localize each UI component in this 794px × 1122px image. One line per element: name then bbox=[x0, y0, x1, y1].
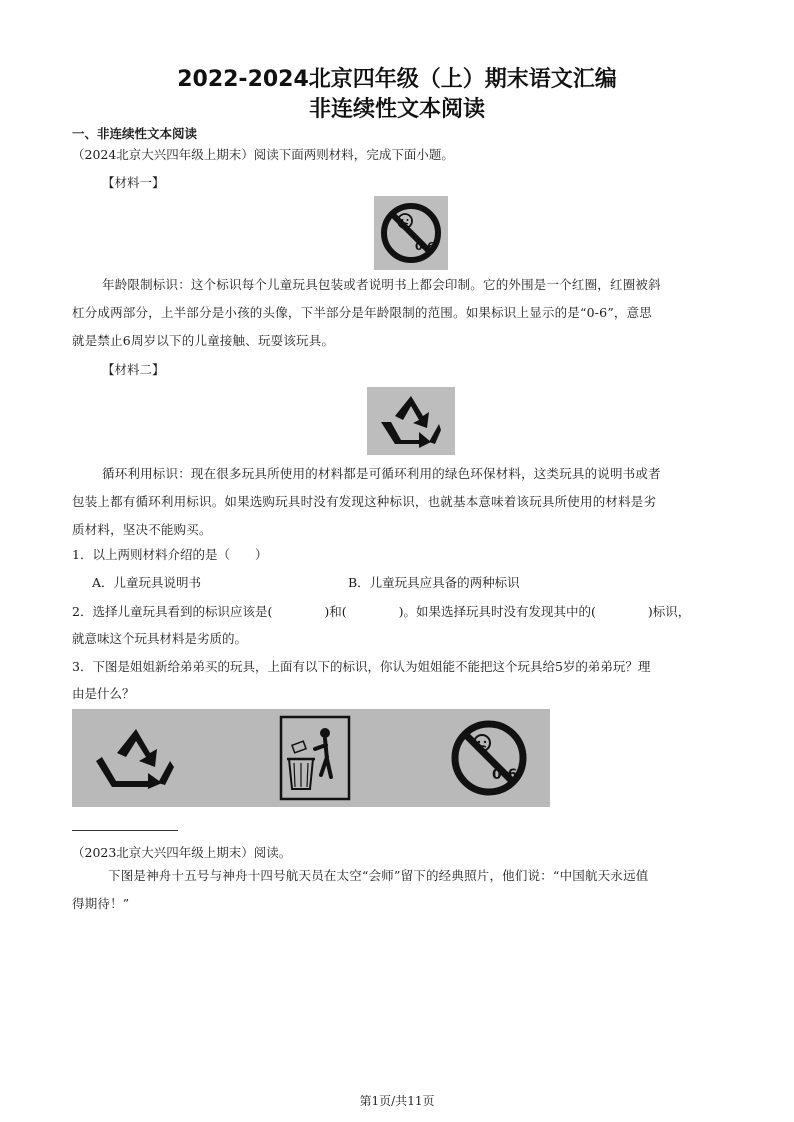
toy-label-strip bbox=[72, 709, 550, 807]
divider bbox=[72, 830, 178, 831]
question-2-part: 2．选择儿童玩具看到的标识应该是( bbox=[72, 604, 273, 619]
material-1-text bbox=[72, 271, 732, 355]
question-2-part: )标识， bbox=[647, 604, 691, 619]
material-2-line: 循环利用标识：现在很多玩具所使用的材料都是可循环利用的绿色环保材料，这类玩具的说明书或者 bbox=[102, 466, 661, 481]
material-1-line: 年龄限制标识：这个标识每个儿童玩具包装或者说明书上都会印制。它的外围是一个红圈，红圈被斜 bbox=[102, 277, 661, 292]
question-3-line-1: 3．下图是姐姐新给弟弟买的玩具，上面有以下的标识，你认为姐姐能不能把这个玩具给5岁的弟弟玩？理 bbox=[72, 659, 651, 674]
page-footer: 第1页/共11页 bbox=[359, 1094, 435, 1108]
age-limit-text: 0-6 bbox=[415, 240, 435, 253]
strip-age-text: 0-6 bbox=[492, 767, 518, 783]
recycle-icon bbox=[367, 387, 455, 455]
question-2-line-2: 就意味这个玩具材料是劣质的。 bbox=[72, 631, 248, 646]
question-source-1: （2024北京大兴四年级上期末）阅读下面两则材料，完成下面小题。 bbox=[72, 147, 454, 162]
age-limit-icon bbox=[448, 717, 530, 799]
material-1-label: 【材料一】 bbox=[102, 175, 165, 190]
material-2-line: 质材料，坚决不能购买。 bbox=[72, 522, 212, 537]
section-heading: 一、非连续性文本阅读 bbox=[72, 126, 198, 141]
question-source-2: （2023北京大兴四年级上期末）阅读。 bbox=[72, 845, 292, 860]
question-2 bbox=[72, 602, 690, 620]
material-2-text bbox=[72, 460, 732, 544]
question-3-line-2: 由是什么？ bbox=[72, 686, 135, 701]
material-1-line: 就是禁止6周岁以下的儿童接触、玩耍该玩具。 bbox=[72, 333, 335, 348]
passage-2-text bbox=[72, 862, 732, 918]
question-2-part: )和( bbox=[324, 604, 347, 619]
recycle-icon bbox=[90, 723, 182, 795]
passage-2-line: 下图是神舟十五号与神舟十四号航天员在太空“会师”留下的经典照片，他们说：“中国航天永远值 bbox=[108, 868, 649, 883]
page-subtitle: 非连续性文本阅读 bbox=[308, 97, 485, 122]
material-2-label: 【材料二】 bbox=[102, 362, 165, 377]
litter-bin-icon bbox=[279, 715, 351, 801]
question-1-option-a: A．儿童玩具说明书 bbox=[92, 575, 202, 590]
question-1: 1．以上两则材料介绍的是（ ） bbox=[72, 547, 268, 562]
material-1-line: 杠分成两部分，上半部分是小孩的头像，下半部分是年龄限制的范围。如果标识上显示的是“0-6”，意思 bbox=[72, 305, 653, 320]
material-2-line: 包装上都有循环利用标识。如果选购玩具时没有发现这种标识，也就基本意味着该玩具所使用的材料是劣 bbox=[72, 494, 657, 509]
passage-2-line: 得期待！” bbox=[72, 896, 130, 911]
question-2-part: )。如果选择玩具时没有发现其中的( bbox=[398, 604, 596, 619]
age-limit-icon bbox=[374, 196, 448, 270]
page-title: 2022-2024北京四年级（上）期末语文汇编 bbox=[177, 67, 617, 92]
question-1-option-b: B．儿童玩具应具备的两种标识 bbox=[348, 575, 520, 590]
